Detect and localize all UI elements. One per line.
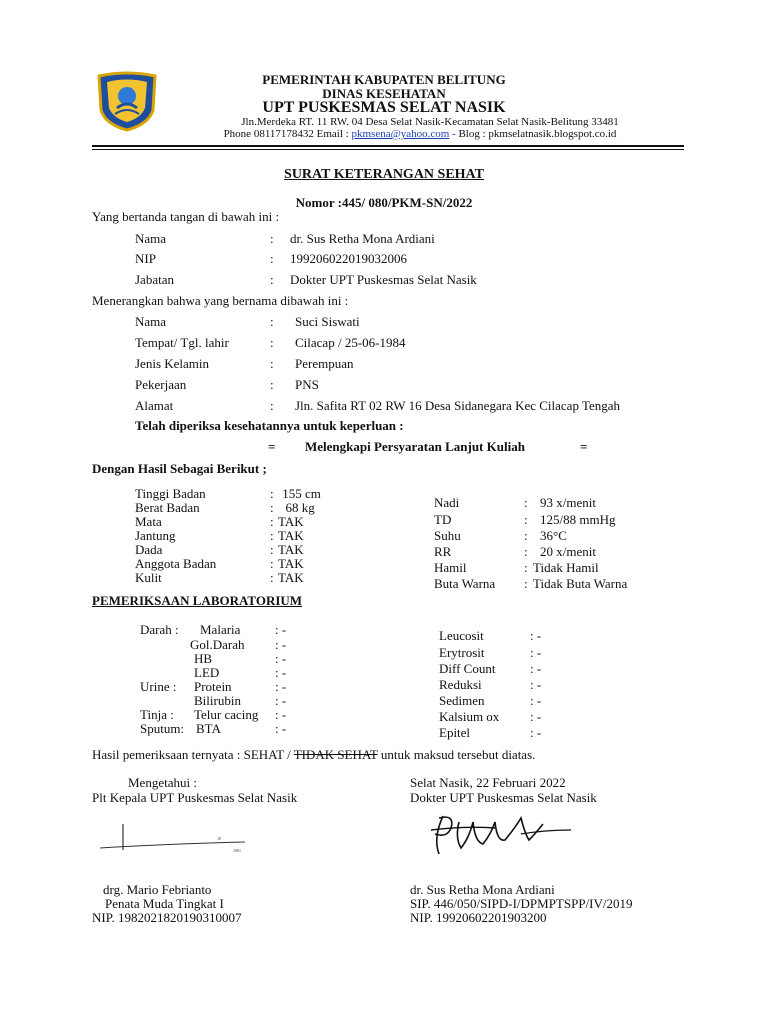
sign-left-rank: Penata Muda Tingkat I (105, 896, 224, 911)
result-sep: : (270, 514, 274, 529)
result-label: Jantung (135, 528, 176, 543)
result-sep: : (524, 544, 528, 559)
result-value: TAK (278, 542, 304, 557)
result-value: TAK (278, 570, 304, 585)
result-value: TAK (278, 528, 304, 543)
lab-label: Bilirubin (194, 693, 241, 708)
signer-label: Jabatan (135, 272, 174, 287)
result-sep: : (524, 560, 528, 575)
svg-text:18: 18 (217, 836, 221, 841)
lab-value: : - (275, 693, 287, 708)
result-value: TAK (278, 514, 304, 529)
patient-colon: : (270, 398, 274, 413)
lab-value: : - (530, 677, 542, 692)
email-link[interactable]: pkmsena@yahoo.com (351, 128, 450, 140)
lab-group: Urine : (140, 679, 177, 694)
result-sep: : (270, 528, 274, 543)
result-label: RR (434, 544, 452, 559)
lab-group: Tinja : (140, 707, 174, 722)
patient-value: Jln. Safita RT 02 RW 16 Desa Sidanegara Kec Cilacap Tengah (295, 398, 621, 413)
sign-left-position: Plt Kepala UPT Puskesmas Selat Nasik (92, 790, 298, 805)
result-label: Tinggi Badan (135, 486, 206, 501)
result-sep: : (270, 542, 274, 557)
header-contact (110, 128, 730, 140)
patient-label: Tempat/ Tgl. lahir (135, 335, 229, 350)
lab-value: : - (530, 709, 542, 724)
patient-label: Alamat (135, 398, 174, 413)
patient-value: Suci Siswati (295, 314, 360, 329)
document-number: Nomor :445/ 080/PKM-SN/2022 (295, 195, 473, 210)
sign-right-nip: NIP. 19920602201903200 (410, 910, 547, 925)
lab-label: Reduksi (439, 677, 482, 692)
result-label: Nadi (434, 495, 460, 510)
result-value: 155 cm (279, 486, 321, 501)
lab-label: BTA (196, 721, 221, 736)
purpose-intro: Telah diperiksa kesehatannya untuk keperluan : (135, 418, 404, 433)
result-sep: : (524, 495, 528, 510)
lab-value: : - (275, 721, 287, 736)
result-label: Dada (135, 542, 163, 557)
signer-colon: : (270, 231, 274, 246)
purpose-eq-left: = (268, 439, 276, 454)
lab-label: Epitel (439, 725, 471, 740)
lab-label: Leucosit (439, 628, 484, 643)
patient-colon: : (270, 335, 274, 350)
lab-title: PEMERIKSAAN LABORATORIUM (92, 593, 303, 608)
sign-right-position: Dokter UPT Puskesmas Selat Nasik (410, 790, 597, 805)
lab-group: Darah : (140, 622, 179, 637)
result-label: Mata (135, 514, 162, 529)
document-title: SURAT KETERANGAN SEHAT (284, 167, 484, 182)
signer-value: Dokter UPT Puskesmas Selat Nasik (290, 272, 477, 287)
lab-value: : - (530, 725, 542, 740)
header-separator: - (452, 128, 456, 140)
result-sep: : (524, 576, 528, 591)
header-address: Jln.Merdeka RT. 11 RW. 04 Desa Selat Nasik-Kecamatan Selat Nasik-Belitung 33481 (241, 116, 619, 128)
lab-value: : - (275, 665, 287, 680)
header-divider (92, 145, 684, 147)
signer-value: 199206022019032006 (290, 251, 407, 266)
result-sep: : (270, 486, 274, 501)
result-label: Kulit (135, 570, 162, 585)
lab-label: Malaria (200, 622, 241, 637)
patient-value: PNS (295, 377, 319, 392)
result-label: Suhu (434, 528, 461, 543)
header-phone: Phone 08117178432 Email : (223, 128, 349, 140)
result-value: 93 x/menit (540, 495, 596, 510)
signer-colon: : (270, 272, 274, 287)
lab-label: Gol.Darah (190, 637, 245, 652)
signer-label: NIP (135, 251, 156, 266)
result-value: TAK (278, 556, 304, 571)
conclusion-struck: TIDAK SEHAT (293, 747, 378, 762)
lab-label: Protein (194, 679, 232, 694)
lab-label: Sedimen (439, 693, 485, 708)
purpose-eq-right: = (580, 439, 588, 454)
lab-value: : - (275, 707, 287, 722)
patient-colon: : (270, 356, 274, 371)
results-title: Dengan Hasil Sebagai Berikut ; (92, 461, 267, 476)
lab-label: HB (194, 651, 213, 666)
result-label: Anggota Badan (135, 556, 217, 571)
lab-value: : - (530, 628, 542, 643)
patient-value: Perempuan (295, 356, 354, 371)
result-value: 125/88 mmHg (540, 512, 616, 527)
patient-label: Pekerjaan (135, 377, 187, 392)
header-department: DINAS KESEHATAN (322, 86, 446, 101)
sign-left-nip: NIP. 1982021820190310007 (92, 910, 242, 925)
lab-label: Kalsium ox (439, 709, 500, 724)
header-institution: UPT PUSKESMAS SELAT NASIK (262, 99, 506, 116)
conclusion-text (92, 747, 535, 763)
signer-label: Nama (135, 231, 167, 246)
sign-right-name: dr. Sus Retha Mona Ardiani (410, 882, 555, 897)
sign-left-title: Mengetahui : (128, 775, 197, 790)
lab-value: : - (275, 651, 287, 666)
header-blog: Blog : pkmselatnasik.blogspot.co.id (458, 128, 617, 140)
svg-text:1001: 1001 (233, 848, 241, 853)
result-value: Tidak Hamil (533, 560, 599, 575)
result-value: 20 x/menit (540, 544, 596, 559)
lab-label: Telur cacing (194, 707, 259, 722)
result-value: Tidak Buta Warna (533, 576, 628, 591)
sign-left-name: drg. Mario Febrianto (103, 882, 212, 897)
lab-value: : - (530, 661, 542, 676)
result-sep: : (524, 528, 528, 543)
patient-value: Cilacap / 25-06-1984 (295, 335, 406, 350)
lab-label: Erytrosit (439, 645, 485, 660)
lab-group: Sputum: (140, 721, 185, 736)
lab-value: : - (275, 622, 287, 637)
signer-value: dr. Sus Retha Mona Ardiani (290, 231, 435, 246)
result-value: 68 kg (279, 500, 315, 515)
header-divider-thin (92, 149, 684, 150)
lab-value: : - (275, 637, 287, 652)
result-value: 36°C (540, 528, 567, 543)
result-label: TD (434, 512, 452, 527)
signer-colon: : (270, 251, 274, 266)
conclusion-prefix: Hasil pemeriksaan ternyata : SEHAT / (92, 747, 294, 762)
patient-colon: : (270, 377, 274, 392)
result-label: Berat Badan (135, 500, 200, 515)
signature-left-icon (95, 820, 255, 860)
intro-patient: Menerangkan bahwa yang bernama dibawah ini : (92, 293, 349, 308)
result-label: Buta Warna (434, 576, 496, 591)
purpose-text: Melengkapi Persyaratan Lanjut Kuliah (305, 439, 525, 454)
patient-label: Jenis Kelamin (135, 356, 210, 371)
lab-value: : - (530, 645, 542, 660)
signature-right-icon (425, 808, 575, 864)
intro-signer: Yang bertanda tangan di bawah ini : (92, 209, 280, 224)
lab-label: LED (194, 665, 220, 680)
lab-value: : - (530, 693, 542, 708)
result-sep: : (524, 512, 528, 527)
result-sep: : (270, 556, 274, 571)
result-sep: : (270, 500, 274, 515)
result-sep: : (270, 570, 274, 585)
patient-label: Nama (135, 314, 167, 329)
lab-label: Diff Count (439, 661, 496, 676)
header-government: PEMERINTAH KABUPATEN BELITUNG (262, 72, 506, 87)
patient-colon: : (270, 314, 274, 329)
sign-right-sip: SIP. 446/050/SIPD-I/DPMPTSPP/IV/2019 (410, 896, 633, 911)
result-label: Hamil (434, 560, 467, 575)
conclusion-suffix: untuk maksud tersebut diatas. (377, 747, 536, 762)
lab-value: : - (275, 679, 287, 694)
sign-right-place-date: Selat Nasik, 22 Februari 2022 (410, 775, 566, 790)
